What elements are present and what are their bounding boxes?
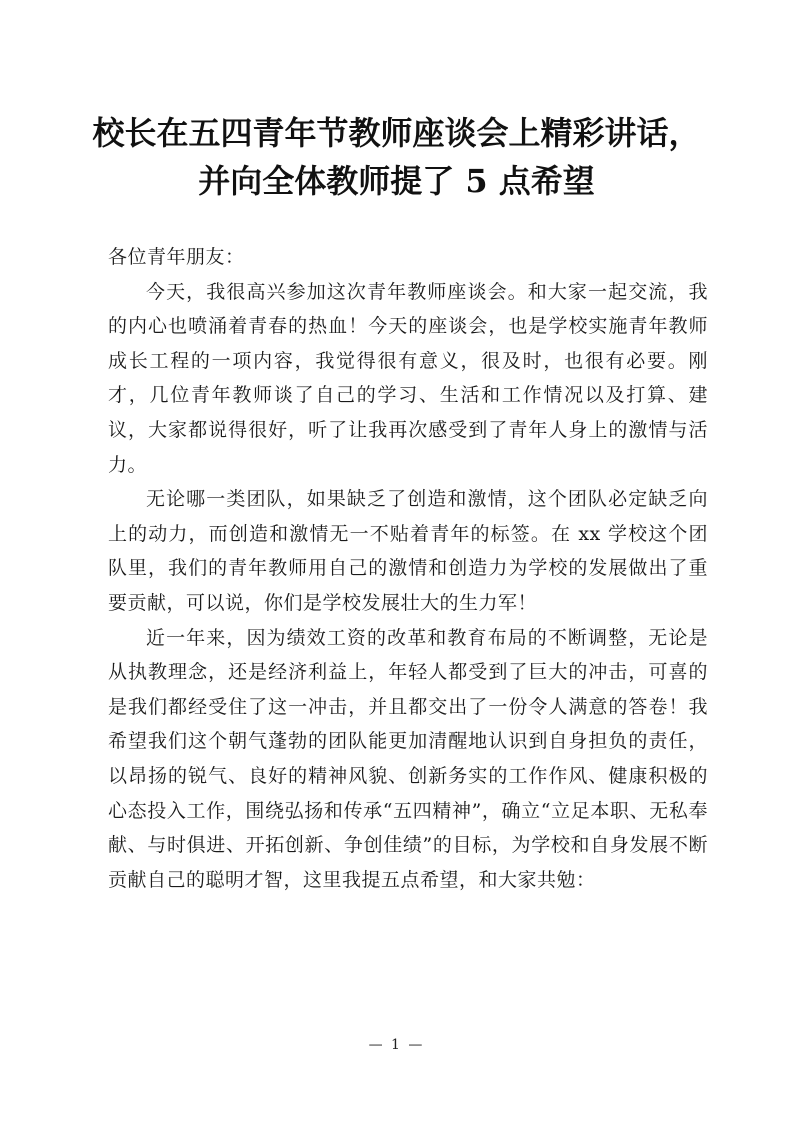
document-body [108, 240, 708, 897]
document-title-line-1: 校长在五四青年节教师座谈会上精彩讲话， [92, 114, 701, 152]
paragraph-2: 无论哪一类团队，如果缺乏了创造和激情，这个团队必定缺乏向上的动力，而创造和激情无一不贴着青年的标签。在 xx 学校这个团队里，我们的青年教师用自己的激情和创造力为学校的发展做出了重要贡献，可以说，你们是学校发展壮大的生力军！ [108, 488, 708, 614]
paragraph-3: 近一年来，因为绩效工资的改革和教育布局的不断调整，无论是从执教理念，还是经济利益上，年轻人都受到了巨大的冲击，可喜的是我们都经受住了这一冲击，并且都交出了一份令人满意的答卷！我希望我们这个朝气蓬勃的团队能更加清醒地认识到自身担负的责任，以昂扬的锐气、良好的精神风貌、创新务实的工作作风、健康积极的心态投入工作，围绕弘扬和传承“五四精神”，确立“立足本职、无私奉献、与时俱进、开拓创新、争创佳绩”的目标，为学校和自身发展不断贡献自己的聪明才智，这里我提五点希望，和大家共勉： [108, 626, 708, 891]
salutation: 各位青年朋友： [108, 246, 245, 268]
paragraph-1: 今天，我很高兴参加这次青年教师座谈会。和大家一起交流，我的内心也喷涌着青春的热血！今天的座谈会，也是学校实施青年教师成长工程的一项内容，我觉得很有意义，很及时，也很有必要。刚才，几位青年教师谈了自己的学习、生活和工作情况以及打算、建议，大家都说得很好，听了让我再次感受到了青年人身上的激情与活力。 [108, 280, 708, 476]
document-title-line-2: 并向全体教师提了 5 点希望 [198, 162, 595, 200]
page-number: — 1 — [368, 1037, 425, 1053]
